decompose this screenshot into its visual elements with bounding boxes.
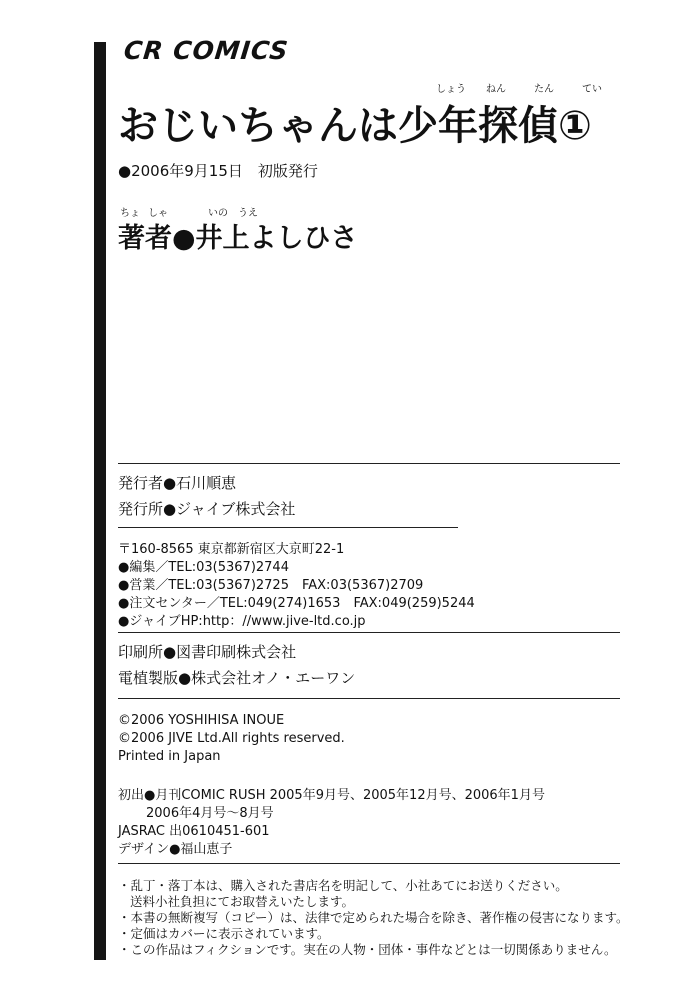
- divider: [118, 863, 620, 864]
- title-ruby: たん: [534, 84, 554, 95]
- address-line: 〒160-8565 東京都新宿区大京町22-1: [118, 542, 345, 557]
- printer-line: 印刷所●図書印刷株式会社: [118, 643, 297, 661]
- note-line: ・本書の無断複写（コピー）は、法律で定められた場合を除き、著作権の侵害になります。: [118, 910, 629, 925]
- divider: [118, 527, 458, 528]
- divider: [118, 632, 620, 633]
- author-ruby: いの: [208, 208, 228, 219]
- publisher-line: 発行所●ジャイブ株式会社: [118, 500, 296, 518]
- note-line: 送料小社負担にてお取替えいたします。: [130, 894, 355, 909]
- note-line: ・定価はカバーに表示されています。: [118, 926, 330, 941]
- title-ruby: ねん: [486, 84, 506, 95]
- first-publication-line: 2006年4月号～8月号: [146, 806, 274, 821]
- note-line: ・この作品はフィクションです。実在の人物・団体・事件などとは一切関係ありません。: [118, 942, 617, 957]
- book-title: おじいちゃんは少年探偵①: [118, 103, 592, 149]
- publisher-line: 発行者●石川順恵: [118, 474, 237, 492]
- copyright-line: ©2006 YOSHIHISA INOUE: [118, 713, 285, 728]
- design-credit: デザイン●福山恵子: [118, 842, 233, 857]
- author-ruby: しゃ: [148, 208, 168, 219]
- author-ruby: うえ: [238, 208, 258, 219]
- sidebar-bar: [94, 42, 106, 960]
- copyright-line: Printed in Japan: [118, 749, 221, 764]
- address-line: ●注文センター／TEL:049(274)1653 FAX:049(259)5244: [118, 596, 475, 611]
- jasrac-code: JASRAC 出0610451-601: [118, 824, 270, 839]
- address-line: ●ジャイブHP:http：//www.jive-ltd.co.jp: [118, 614, 366, 629]
- printer-line: 電植製版●株式会社オノ・エーワン: [118, 669, 356, 687]
- divider: [118, 698, 620, 699]
- first-publication-line: 初出●月刊COMIC RUSH 2005年9月号、2005年12月号、2006年1月号: [118, 788, 545, 803]
- brand-logo: CR COMICS: [122, 36, 291, 65]
- divider: [118, 463, 620, 464]
- copyright-line: ©2006 JIVE Ltd.All rights reserved.: [118, 731, 345, 746]
- title-ruby: てい: [582, 84, 602, 95]
- note-line: ・乱丁・落丁本は、購入された書店名を明記して、小社あてにお送りください。: [118, 878, 568, 893]
- address-line: ●営業／TEL:03(5367)2725 FAX:03(5367)2709: [118, 578, 424, 593]
- author-ruby: ちょ: [120, 208, 140, 219]
- author-name: 著者●井上よしひさ: [118, 223, 358, 254]
- publish-date: ●2006年9月15日 初版発行: [118, 162, 318, 180]
- title-ruby: しょう: [436, 84, 466, 95]
- address-line: ●編集／TEL:03(5367)2744: [118, 560, 289, 575]
